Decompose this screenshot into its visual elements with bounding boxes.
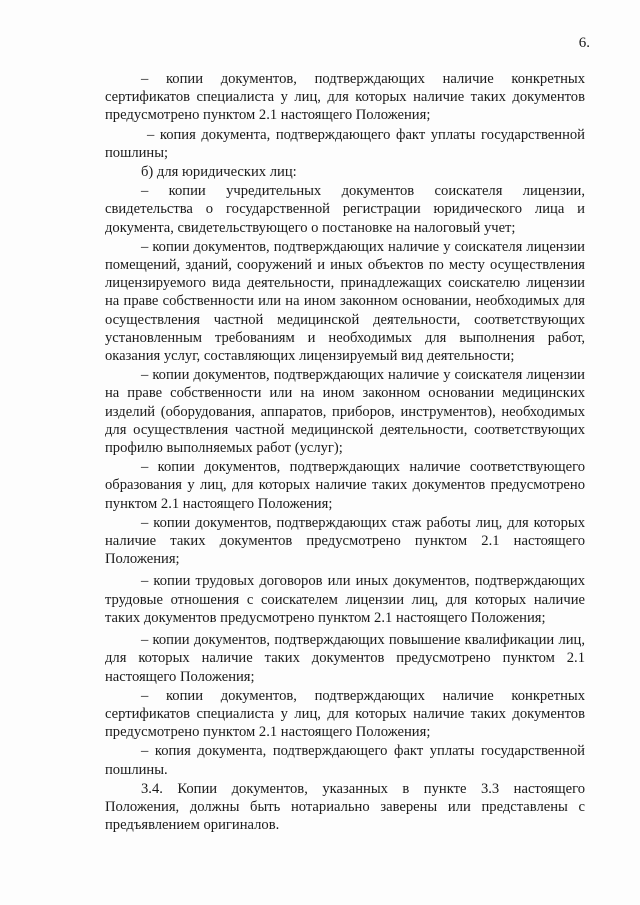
paragraph-qualification: – копии документов, подтверждающих повышение квалификации лиц, для которых наличие таких документов предусмотрено пунктом 2.1 настоящего Положения; (105, 632, 585, 685)
paragraph-premises: – копии документов, подтверждающих наличие у соискателя лицензии помещений, зданий, сооружений и иных объектов по месту осуществления лицензируемого вида деятельности, принадлежащих соискателю лицензии на праве собственности или на ином законном основании, необходимых для осуществления частной медицинской деятельности, соответствующих установленным требованиям и необходимых для выполнения работ, оказания услуг, составляющих лицензируемый вид деятельности; (105, 238, 585, 365)
paragraph-founding-documents: – копии учредительных документов соискателя лицензии, свидетельства о государственной регистрации юридического лица и документа, свидетельствующего о постановке на налоговый учет; (105, 183, 585, 236)
paragraph-certificates-individual: – копии документов, подтверждающих наличие конкретных сертификатов специалиста у лиц, для которых наличие таких документов предусмотрено пунктом 2.1 настоящего Положения; (105, 71, 585, 124)
paragraph-certificates-legal: – копии документов, подтверждающих наличие конкретных сертификатов специалиста у лиц, для которых наличие таких документов предусмотрено пунктом 2.1 настоящего Положения; (105, 687, 585, 741)
paragraph-state-fee-individual: – копия документа, подтверждающего факт уплаты государственной пошлины; (105, 126, 585, 161)
paragraph-education: – копии документов, подтверждающих наличие соответствующего образования у лиц, для которых наличие таких документов предусмотрено пунктом 2.1 настоящего Положения; (105, 459, 585, 512)
document-body (105, 70, 585, 834)
paragraph-state-fee-legal: – копия документа, подтверждающего факт уплаты государственной пошлины. (105, 743, 585, 778)
paragraph-medical-devices: – копии документов, подтверждающих наличие у соискателя лицензии на праве собственности или на ином законном основании медицинских изделий (оборудования, аппаратов, приборов, инструментов), необходимых для осуществления частной медицинской деятельности, соответствующих профилю выполняемых работ (услуг); (105, 367, 585, 457)
paragraph-employment-contracts: – копии трудовых договоров или иных документов, подтверждающих трудовые отношения с соискателем лицензии лиц, для которых наличие таких документов предусмотрено пунктом 2.1 настоящего Положения; (105, 573, 585, 626)
paragraph-work-experience: – копии документов, подтверждающих стаж работы лиц, для которых наличие таких документов предусмотрено пунктом 2.1 настоящего Положения; (105, 514, 585, 568)
paragraph-legal-entities-heading: б) для юридических лиц: (141, 164, 297, 181)
paragraph-section-3-4: 3.4. Копии документов, указанных в пункте 3.3 настоящего Положения, должны быть нотариально заверены или представлены с предъявлением оригиналов. (105, 780, 585, 834)
page-number: 6. (578, 35, 590, 51)
